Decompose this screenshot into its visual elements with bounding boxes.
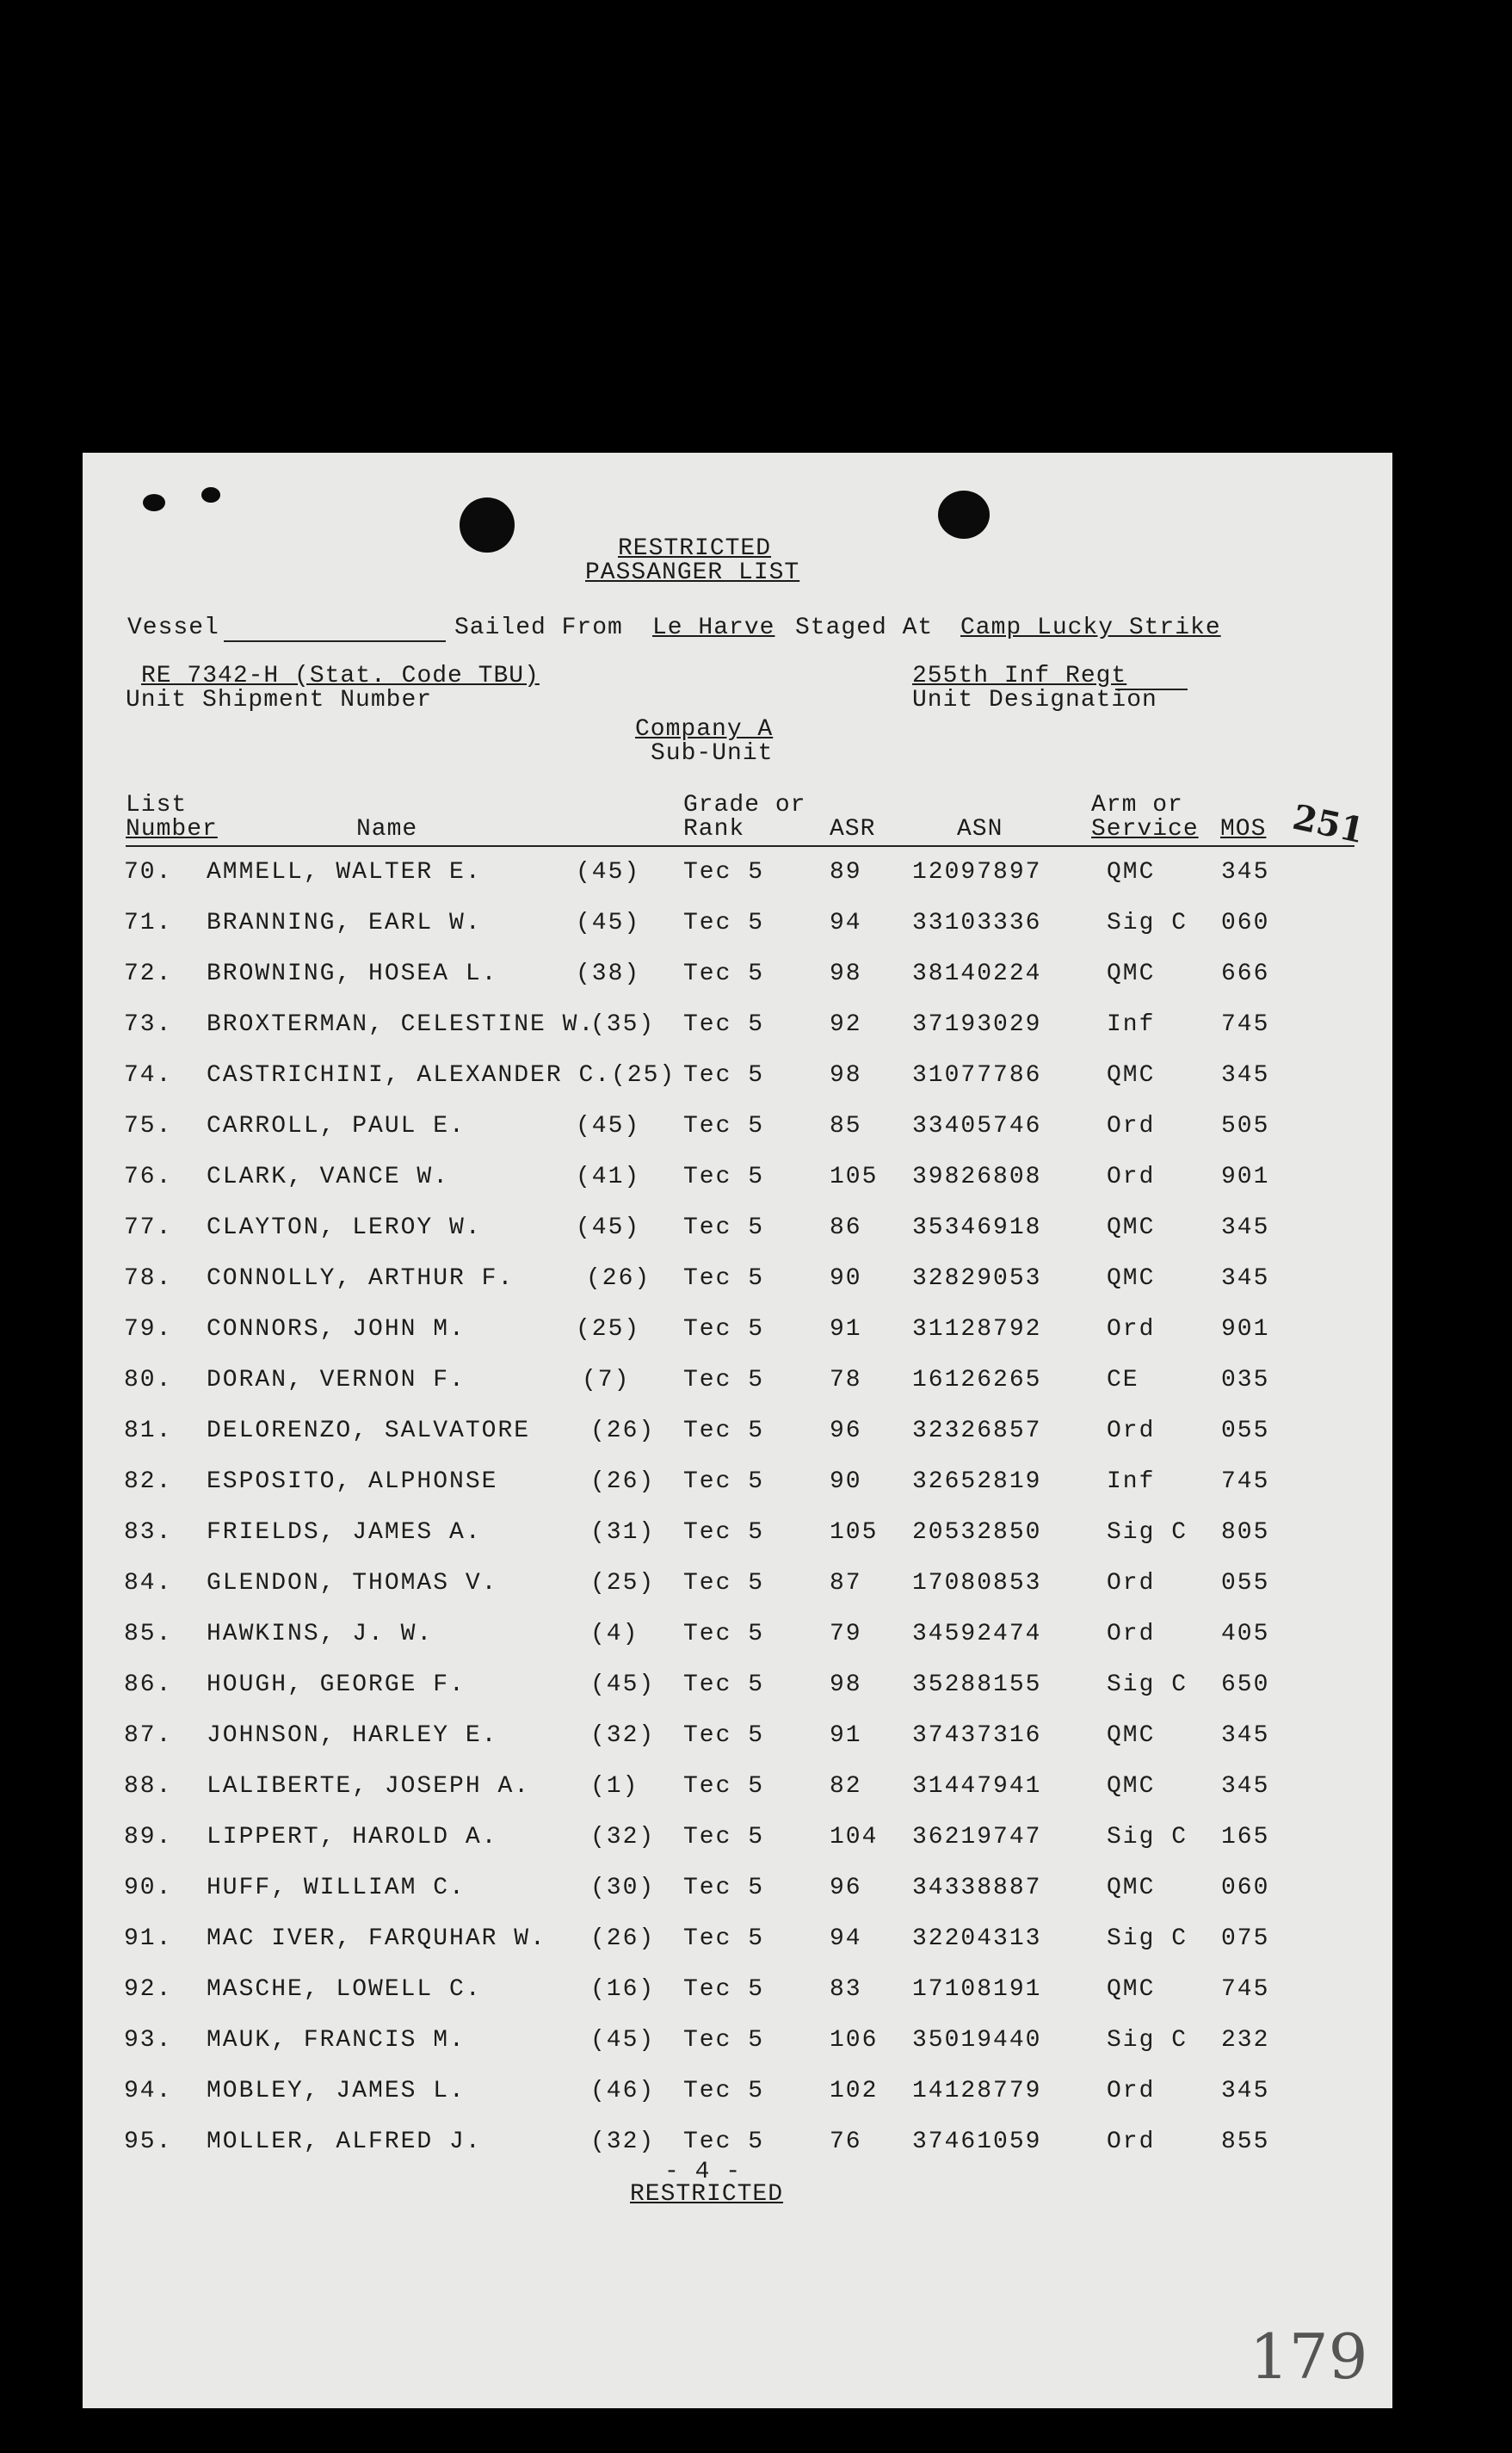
- table-row: 87. JOHNSON, HARLEY E. (32) Tec 5 91 37437316 QMC 345: [124, 1722, 1270, 1749]
- table-row: 90. HUFF, WILLIAM C. (30) Tec 5 96 34338887 QMC 060: [124, 1875, 1270, 1901]
- table-row: 80. DORAN, VERNON F. (7) Tec 5 78 16126265 CE 035: [124, 1367, 1270, 1393]
- col-asn: ASN: [957, 816, 1003, 843]
- table-row: 95. MOLLER, ALFRED J. (32) Tec 5 76 37461059 Ord 855: [124, 2129, 1270, 2155]
- punch-hole-right: [938, 491, 990, 539]
- sub-unit-value: Company A: [635, 716, 774, 743]
- col-arm-line2: Service: [1091, 816, 1199, 843]
- ink-blot: [201, 487, 220, 503]
- ink-blot: [143, 494, 165, 511]
- vessel-value: [224, 640, 446, 642]
- handwritten-page-number: 179: [1250, 2320, 1368, 2393]
- table-row: 84. GLENDON, THOMAS V. (25) Tec 5 87 17080853 Ord 055: [124, 1570, 1270, 1597]
- col-list-number-line2: Number: [126, 816, 218, 843]
- staged-label: Staged At: [795, 615, 934, 641]
- sailed-label: Sailed From: [454, 615, 623, 641]
- table-row: 91. MAC IVER, FARQUHAR W. (26) Tec 5 94 32204313 Sig C 075: [124, 1925, 1270, 1952]
- col-grade-line2: Rank: [683, 816, 745, 843]
- table-row: 82. ESPOSITO, ALPHONSE (26) Tec 5 90 32652819 Inf 745: [124, 1468, 1270, 1495]
- table-row: 86. HOUGH, GEORGE F. (45) Tec 5 98 35288155 Sig C 650: [124, 1671, 1270, 1698]
- classification-header: RESTRICTED: [618, 535, 772, 562]
- col-arm-line1: Arm or: [1091, 792, 1183, 819]
- shipment-number-label: Unit Shipment Number: [126, 687, 433, 714]
- document-title: PASSANGER LIST: [585, 559, 800, 586]
- vessel-label: Vessel: [127, 615, 219, 641]
- page-number: - 4 -: [664, 2159, 742, 2185]
- table-row: 70. AMMELL, WALTER E. (45) Tec 5 89 12097897 QMC 345: [124, 859, 1270, 886]
- table-row: 77. CLAYTON, LEROY W. (45) Tec 5 86 35346918 QMC 345: [124, 1214, 1270, 1241]
- document-page: [83, 453, 1392, 2408]
- table-row: 76. CLARK, VANCE W. (41) Tec 5 105 39826808 Ord 901: [124, 1164, 1270, 1190]
- col-asr: ASR: [830, 816, 876, 843]
- table-row: 88. LALIBERTE, JOSEPH A. (1) Tec 5 82 31447941 QMC 345: [124, 1773, 1270, 1800]
- table-row: 78. CONNOLLY, ARTHUR F. (26) Tec 5 90 32829053 QMC 345: [124, 1265, 1270, 1292]
- shipment-number-value: RE 7342-H (Stat. Code TBU): [141, 663, 540, 689]
- col-grade-line1: Grade or: [683, 792, 806, 819]
- staged-value: Camp Lucky Strike: [960, 615, 1221, 641]
- table-row: 92. MASCHE, LOWELL C. (16) Tec 5 83 17108191 QMC 745: [124, 1976, 1270, 2003]
- table-row: 71. BRANNING, EARL W. (45) Tec 5 94 33103336 Sig C 060: [124, 910, 1270, 936]
- table-row: 75. CARROLL, PAUL E. (45) Tec 5 85 33405746 Ord 505: [124, 1113, 1270, 1140]
- table-row: 72. BROWNING, HOSEA L. (38) Tec 5 98 38140224 QMC 666: [124, 961, 1270, 987]
- unit-designation-label: Unit Designation: [912, 687, 1157, 714]
- table-row: 73. BROXTERMAN, CELESTINE W. (35) Tec 5 92 37193029 Inf 745: [124, 1011, 1270, 1038]
- table-row: 93. MAUK, FRANCIS M. (45) Tec 5 106 35019440 Sig C 232: [124, 2027, 1270, 2054]
- classification-footer: RESTRICTED: [630, 2181, 784, 2208]
- table-row: 81. DELORENZO, SALVATORE (26) Tec 5 96 32326857 Ord 055: [124, 1418, 1270, 1444]
- table-row: 85. HAWKINS, J. W. (4) Tec 5 79 34592474 Ord 405: [124, 1621, 1270, 1647]
- col-list-number-line1: List: [126, 792, 188, 819]
- col-mos: MOS: [1220, 816, 1267, 843]
- table-row: 89. LIPPERT, HAROLD A. (32) Tec 5 104 36219747 Sig C 165: [124, 1824, 1270, 1851]
- table-row: 83. FRIELDS, JAMES A. (31) Tec 5 105 20532850 Sig C 805: [124, 1519, 1270, 1546]
- col-name: Name: [356, 816, 418, 843]
- punch-hole-left: [460, 497, 515, 553]
- header-rule: [126, 845, 1355, 847]
- sailed-value: Le Harve: [652, 615, 775, 641]
- table-row: 94. MOBLEY, JAMES L. (46) Tec 5 102 14128779 Ord 345: [124, 2078, 1270, 2104]
- sub-unit-label: Sub-Unit: [651, 740, 774, 767]
- unit-designation-value: 255th Inf Regt: [912, 663, 1127, 689]
- margin-number: 251: [1289, 796, 1368, 852]
- table-row: 74. CASTRICHINI, ALEXANDER C. (25) Tec 5 98 31077786 QMC 345: [124, 1062, 1270, 1089]
- table-row: 79. CONNORS, JOHN M. (25) Tec 5 91 31128792 Ord 901: [124, 1316, 1270, 1343]
